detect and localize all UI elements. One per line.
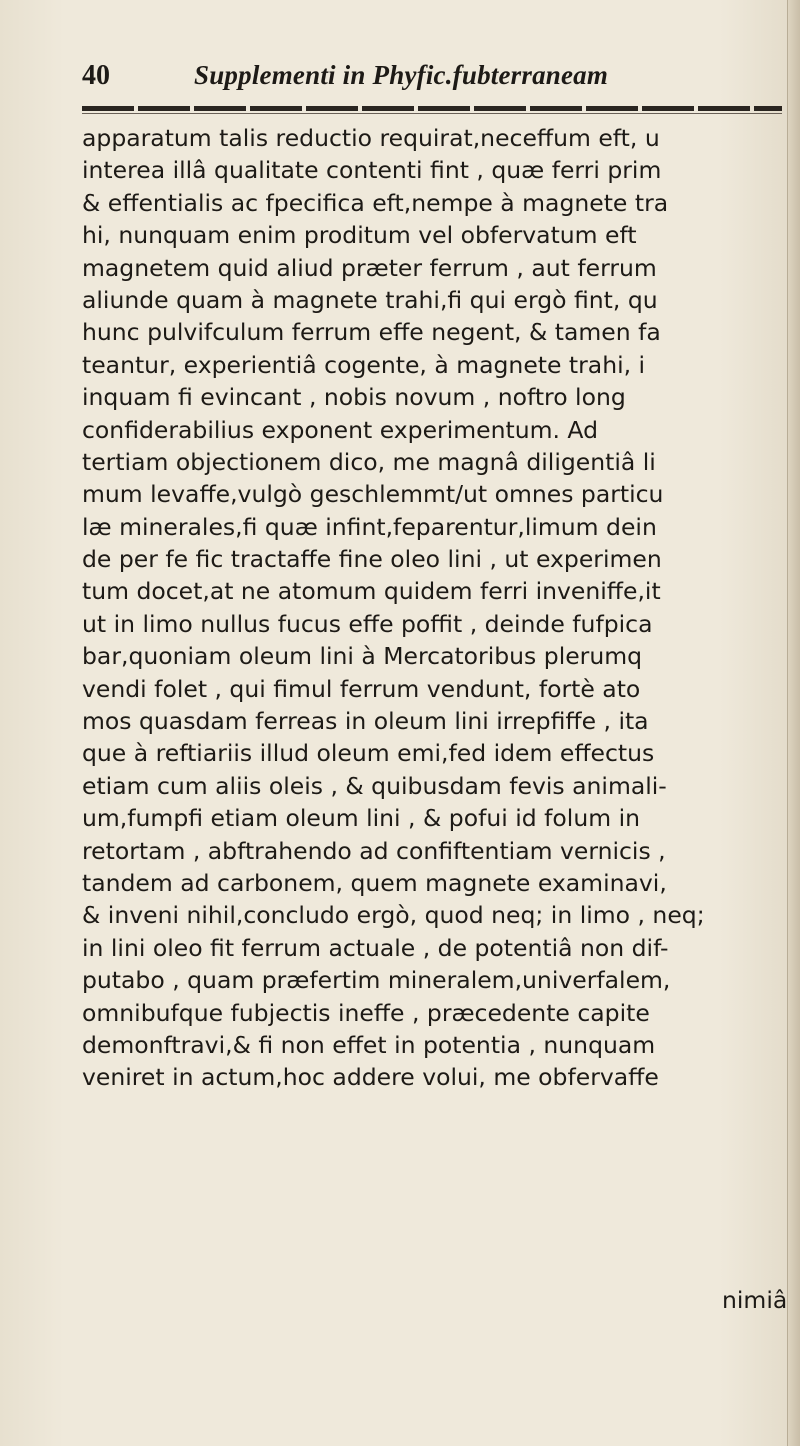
header-rule — [82, 106, 782, 111]
text-line: que à reftiariis illud oleum emi,fed idem effectus — [82, 739, 655, 768]
text-line: interea illâ qualitate contenti fint , quæ ferri prim — [82, 156, 662, 185]
text-line: mos quasdam ferreas in oleum lini irrepfiffe , ita — [82, 707, 649, 736]
text-line: aliunde quam à magnete trahi,fi qui ergò fint, qu — [82, 285, 658, 314]
text-line: inquam fi evincant , nobis novum , noftro long — [82, 383, 626, 412]
text-line: etiam cum aliis oleis , & quibusdam fevis animali- — [82, 771, 667, 800]
text-line: bar,quoniam oleum lini à Mercatoribus plerumq — [82, 642, 643, 671]
text-line: vendi folet , qui fimul ferrum vendunt, fortè ato — [82, 674, 641, 703]
text-line: putabo , quam præfertim mineralem,univerfalem, — [82, 966, 671, 995]
text-line: tertiam objectionem dico, me magnâ diligentiâ li — [82, 447, 656, 476]
text-line: omnibufque fubjectis ineffe , præcedente capite — [82, 998, 650, 1027]
text-line: ut in limo nullus fucus effe poffit , deinde fufpica — [82, 609, 653, 638]
running-title: Supplementi in Phyfic.fubterraneam — [194, 60, 609, 90]
text-line: læ minerales,fi quæ infint,feparentur,limum dein — [82, 512, 657, 541]
text-line: confiderabilius exponent experimentum. Ad — [82, 415, 599, 444]
text-line: tum docet,at ne atomum quidem ferri inveniffe,it — [82, 577, 661, 606]
text-line: mum levaffe,vulgò geschlemmt/ut omnes particu — [82, 480, 664, 509]
page-header — [82, 60, 782, 100]
text-line: in lini oleo fit ferrum actuale , de potentiâ non dif- — [82, 933, 669, 962]
catchword: nimiâ — [722, 1286, 788, 1314]
text-line: um,fumpfi etiam oleum lini , & pofui id folum in — [82, 804, 641, 833]
text-line: tandem ad carbonem, quem magnete examinavi, — [82, 868, 667, 897]
text-line: & inveni nihil,concludo ergò, quod neq; in limo , neq; — [82, 901, 705, 930]
text-line: hunc pulvifculum ferrum effe negent, & tamen fa — [82, 318, 661, 347]
body-text — [82, 122, 794, 1094]
text-line: retortam , abftrahendo ad confiftentiam vernicis , — [82, 836, 666, 865]
page-number: 40 — [82, 60, 110, 91]
header-rule-thin — [82, 113, 782, 114]
text-line: hi, nunquam enim proditum vel obfervatum eft — [82, 221, 637, 250]
text-line: teantur, experientiâ cogente, à magnete trahi, i — [82, 350, 646, 379]
text-line: & effentialis ac fpecifica eft,nempe à magnete tra — [82, 188, 669, 217]
text-line: demonftravi,& fi non effet in potentia , nunquam — [82, 1030, 656, 1059]
text-line: veniret in actum,hoc addere volui, me obfervaffe — [82, 1063, 659, 1092]
text-line: de per fe fic tractaffe fine oleo lini , ut experimen — [82, 545, 662, 574]
text-line: magnetem quid aliud præter ferrum , aut ferrum — [82, 253, 657, 282]
text-line: apparatum talis reductio requirat,neceffum eft, u — [82, 124, 660, 152]
